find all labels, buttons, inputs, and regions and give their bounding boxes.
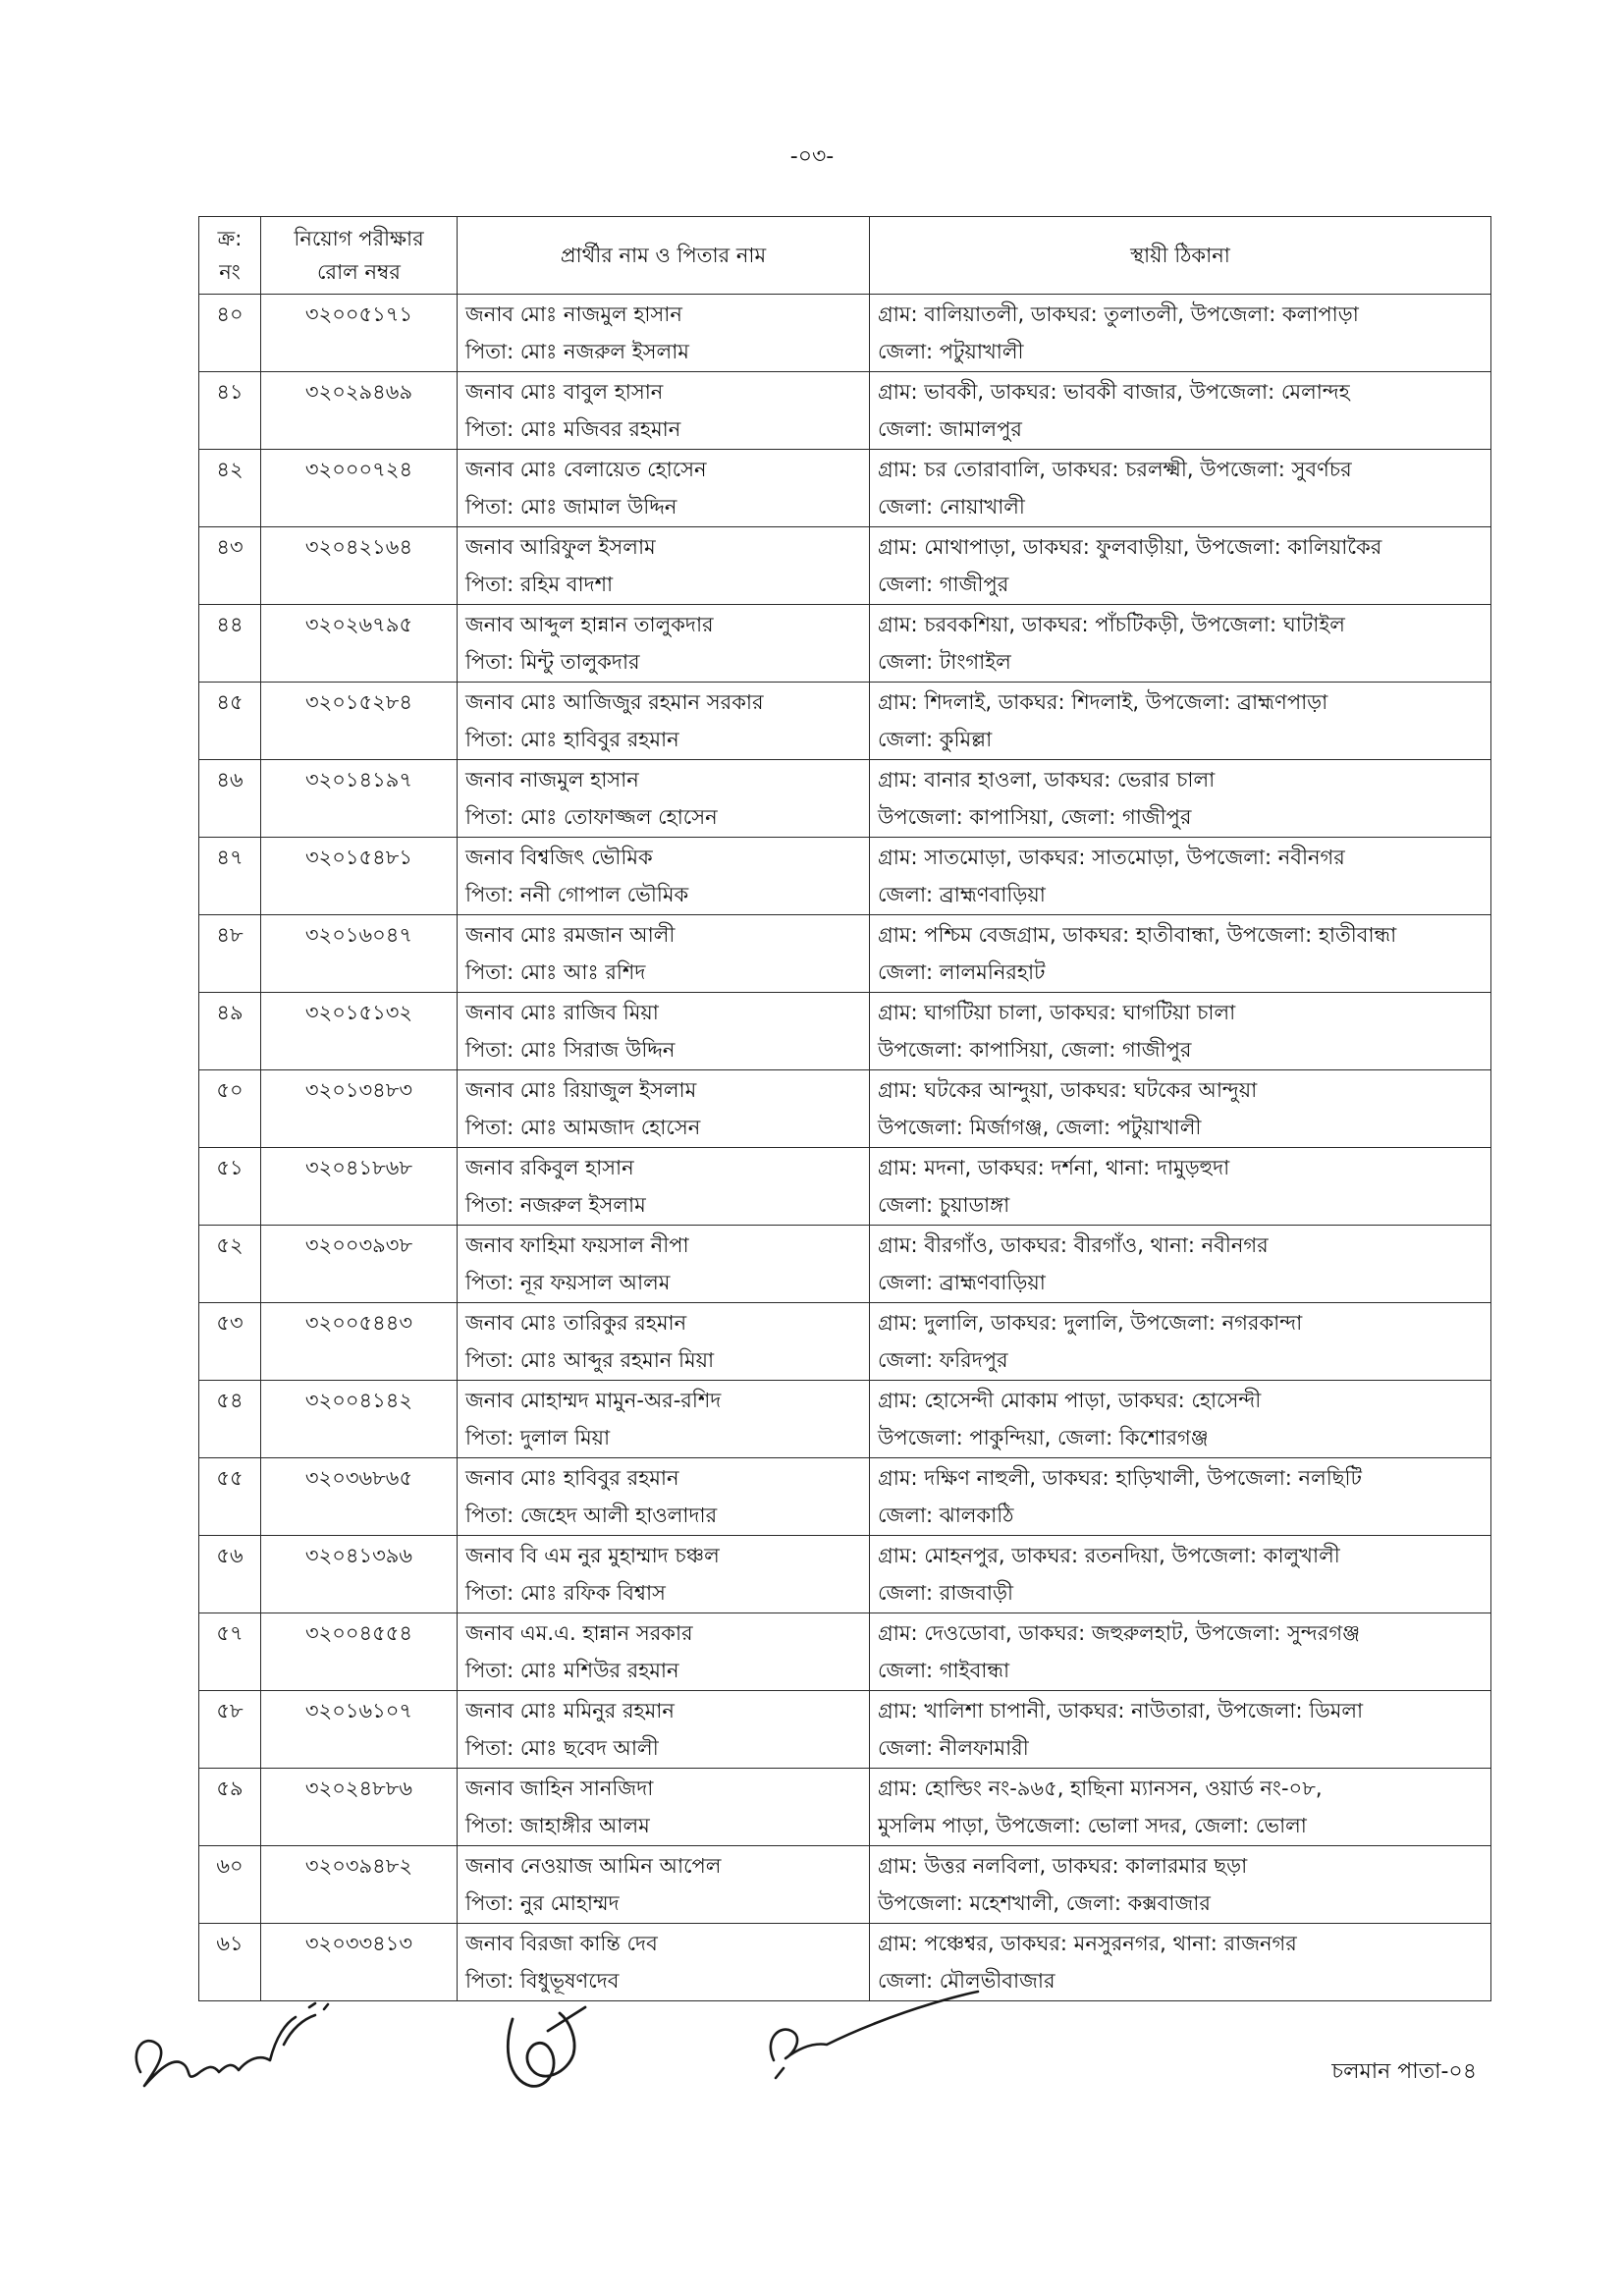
- roll-number-cell: ৩২০১৪১৯৭: [261, 760, 458, 838]
- candidate-name-cell: জনাব রকিবুল হাসান পিতা: নজরুল ইসলাম: [458, 1148, 870, 1226]
- address-cell: গ্রাম: পঞ্চেশ্বর, ডাকঘর: মনসুরনগর, থানা: রাজনগর জেলা: মৌলভীবাজার: [870, 1924, 1491, 2001]
- serial-cell: ৪৬: [199, 760, 261, 838]
- serial-cell: ৪০: [199, 295, 261, 372]
- address-cell: গ্রাম: মোহনপুর, ডাকঘর: রতনদিয়া, উপজেলা: কালুখালী জেলা: রাজবাড়ী: [870, 1536, 1491, 1613]
- serial-cell: ৫০: [199, 1070, 261, 1148]
- serial-cell: ৪৩: [199, 527, 261, 605]
- address-cell: গ্রাম: ঘাগটিয়া চালা, ডাকঘর: ঘাগটিয়া চালা উপজেলা: কাপাসিয়া, জেলা: গাজীপুর: [870, 993, 1491, 1070]
- roll-number-cell: ৩২০৩৬৮৬৫: [261, 1458, 458, 1536]
- table-row: [199, 1303, 1491, 1381]
- serial-cell: ৬০: [199, 1846, 261, 1924]
- address-cell: গ্রাম: বালিয়াতলী, ডাকঘর: তুলাতলী, উপজেলা: কলাপাড়া জেলা: পটুয়াখালী: [870, 295, 1491, 372]
- roll-number-cell: ৩২০১৫১৩২: [261, 993, 458, 1070]
- serial-cell: ৫৬: [199, 1536, 261, 1613]
- candidate-name-cell: জনাব মোঃ হাবিবুর রহমান পিতা: জেহেদ আলী হাওলাদার: [458, 1458, 870, 1536]
- candidate-name-cell: জনাব ফাহিমা ফয়সাল নীপা পিতা: নূর ফয়সাল আলম: [458, 1226, 870, 1303]
- roll-number-cell: ৩২০০০৭২৪: [261, 450, 458, 527]
- roll-number-cell: ৩২০৪১৮৬৮: [261, 1148, 458, 1226]
- header-address: স্থায়ী ঠিকানা: [870, 217, 1491, 295]
- candidate-name-cell: জনাব মোঃ বাবুল হাসান পিতা: মোঃ মজিবর রহমান: [458, 372, 870, 450]
- table-row: [199, 838, 1491, 915]
- table-row: [199, 1613, 1491, 1691]
- roll-number-cell: ৩২০১৫২৮৪: [261, 683, 458, 760]
- address-cell: গ্রাম: মোথাপাড়া, ডাকঘর: ফুলবাড়ীয়া, উপজেলা: কালিয়াকৈর জেলা: গাজীপুর: [870, 527, 1491, 605]
- address-cell: গ্রাম: ভাবকী, ডাকঘর: ভাবকী বাজার, উপজেলা: মেলান্দহ জেলা: জামালপুর: [870, 372, 1491, 450]
- roll-number-cell: ৩২০৪১৩৯৬: [261, 1536, 458, 1613]
- candidate-name-cell: জনাব মোঃ তারিকুর রহমান পিতা: মোঃ আব্দুর রহমান মিয়া: [458, 1303, 870, 1381]
- roll-number-cell: ৩২০২৪৮৮৬: [261, 1769, 458, 1846]
- table-row: [199, 527, 1491, 605]
- candidate-name-cell: জনাব মোঃ আজিজুর রহমান সরকার পিতা: মোঃ হাবিবুর রহমান: [458, 683, 870, 760]
- roll-number-cell: ৩২০১৫৪৮১: [261, 838, 458, 915]
- roll-number-cell: ৩২০০৫১৭১: [261, 295, 458, 372]
- candidate-name-cell: জনাব মোহাম্মদ মামুন-অর-রশিদ পিতা: দুলাল মিয়া: [458, 1381, 870, 1458]
- candidate-name-cell: জনাব মোঃ মমিনুর রহমান পিতা: মোঃ ছবেদ আলী: [458, 1691, 870, 1769]
- address-cell: গ্রাম: বীরগাঁও, ডাকঘর: বীরগাঁও, থানা: নবীনগর জেলা: ব্রাহ্মণবাড়িয়া: [870, 1226, 1491, 1303]
- serial-cell: ৪৮: [199, 915, 261, 993]
- signature-2: [491, 2001, 609, 2100]
- address-cell: গ্রাম: চরবকশিয়া, ডাকঘর: পাঁচটিকড়ী, উপজেলা: ঘাটাইল জেলা: টাংগাইল: [870, 605, 1491, 683]
- serial-cell: ৪৯: [199, 993, 261, 1070]
- serial-cell: ৫৩: [199, 1303, 261, 1381]
- candidate-name-cell: জনাব নেওয়াজ আমিন আপেল পিতা: নুর মোহাম্মদ: [458, 1846, 870, 1924]
- table-row: [199, 295, 1491, 372]
- roll-number-cell: ৩২০৪২১৬৪: [261, 527, 458, 605]
- serial-cell: ৬১: [199, 1924, 261, 2001]
- serial-cell: ৪৪: [199, 605, 261, 683]
- candidate-name-cell: জনাব মোঃ রাজিব মিয়া পিতা: মোঃ সিরাজ উদ্দিন: [458, 993, 870, 1070]
- address-cell: গ্রাম: সাতমোড়া, ডাকঘর: সাতমোড়া, উপজেলা: নবীনগর জেলা: ব্রাহ্মণবাড়িয়া: [870, 838, 1491, 915]
- address-cell: গ্রাম: মদনা, ডাকঘর: দর্শনা, থানা: দামুড়হুদা জেলা: চুয়াডাঙ্গা: [870, 1148, 1491, 1226]
- candidate-name-cell: জনাব জাহিন সানজিদা পিতা: জাহাঙ্গীর আলম: [458, 1769, 870, 1846]
- serial-cell: ৫৪: [199, 1381, 261, 1458]
- candidate-table: [198, 216, 1491, 2001]
- address-cell: গ্রাম: দক্ষিণ নাহুলী, ডাকঘর: হাড়িখালী, উপজেলা: নলছিটি জেলা: ঝালকাঠি: [870, 1458, 1491, 1536]
- table-row: [199, 1148, 1491, 1226]
- candidate-name-cell: জনাব মোঃ বেলায়েত হোসেন পিতা: মোঃ জামাল উদ্দিন: [458, 450, 870, 527]
- candidate-name-cell: জনাব বিরজা কান্তি দেব পিতা: বিধুভূষণদেব: [458, 1924, 870, 2001]
- address-cell: গ্রাম: বানার হাওলা, ডাকঘর: ভেরার চালা উপজেলা: কাপাসিয়া, জেলা: গাজীপুর: [870, 760, 1491, 838]
- candidate-name-cell: জনাব এম.এ. হান্নান সরকার পিতা: মোঃ মশিউর রহমান: [458, 1613, 870, 1691]
- roll-number-cell: ৩২০৩৩৪১৩: [261, 1924, 458, 2001]
- candidate-name-cell: জনাব বি এম নুর মুহাম্মাদ চঞ্চল পিতা: মোঃ রফিক বিশ্বাস: [458, 1536, 870, 1613]
- candidate-name-cell: জনাব আরিফুল ইসলাম পিতা: রহিম বাদশা: [458, 527, 870, 605]
- serial-cell: ৪৭: [199, 838, 261, 915]
- table-row: [199, 605, 1491, 683]
- address-cell: গ্রাম: হোল্ডিং নং-৯৬৫, হাছিনা ম্যানসন, ওয়ার্ড নং-০৮, মুসলিম পাড়া, উপজেলা: ভোলা সদর, জেলা: ভোলা: [870, 1769, 1491, 1846]
- signature-3: [746, 1974, 982, 2082]
- serial-cell: ৪১: [199, 372, 261, 450]
- serial-cell: ৫৫: [199, 1458, 261, 1536]
- candidate-name-cell: জনাব বিশ্বজিৎ ভৌমিক পিতা: ননী গোপাল ভৌমিক: [458, 838, 870, 915]
- table-row: [199, 993, 1491, 1070]
- candidate-name-cell: জনাব নাজমুল হাসান পিতা: মোঃ তোফাজ্জল হোসেন: [458, 760, 870, 838]
- address-cell: গ্রাম: দুলালি, ডাকঘর: দুলালি, উপজেলা: নগরকান্দা জেলা: ফরিদপুর: [870, 1303, 1491, 1381]
- roll-number-cell: ৩২০১৬০৪৭: [261, 915, 458, 993]
- table-row: [199, 1226, 1491, 1303]
- serial-cell: ৫১: [199, 1148, 261, 1226]
- table-row: [199, 760, 1491, 838]
- roll-number-cell: ৩২০০৩৯৩৮: [261, 1226, 458, 1303]
- table-row: [199, 1536, 1491, 1613]
- address-cell: গ্রাম: হোসেন্দী মোকাম পাড়া, ডাকঘর: হোসেন্দী উপজেলা: পাকুন্দিয়া, জেলা: কিশোরগঞ্জ: [870, 1381, 1491, 1458]
- table-row: [199, 1691, 1491, 1769]
- table-header-row: [199, 217, 1491, 295]
- address-cell: গ্রাম: ঘটকের আন্দুয়া, ডাকঘর: ঘটকের আন্দুয়া উপজেলা: মির্জাগঞ্জ, জেলা: পটুয়াখালী: [870, 1070, 1491, 1148]
- serial-cell: ৫৯: [199, 1769, 261, 1846]
- table-body: [199, 295, 1491, 2001]
- signature-1: [123, 1995, 349, 2104]
- table-row: [199, 1769, 1491, 1846]
- header-name: প্রার্থীর নাম ও পিতার নাম: [458, 217, 870, 295]
- continued-page-note: চলমান পাতা-০৪: [1331, 2059, 1477, 2084]
- address-cell: গ্রাম: শিদলাই, ডাকঘর: শিদলাই, উপজেলা: ব্রাহ্মণপাড়া জেলা: কুমিল্লা: [870, 683, 1491, 760]
- serial-cell: ৫২: [199, 1226, 261, 1303]
- table-row: [199, 1070, 1491, 1148]
- candidate-name-cell: জনাব মোঃ রিয়াজুল ইসলাম পিতা: মোঃ আমজাদ হোসেন: [458, 1070, 870, 1148]
- candidate-name-cell: জনাব মোঃ নাজমুল হাসান পিতা: মোঃ নজরুল ইসলাম: [458, 295, 870, 372]
- table-row: [199, 915, 1491, 993]
- address-cell: গ্রাম: চর তোরাবালি, ডাকঘর: চরলক্ষ্মী, উপজেলা: সুবর্ণচর জেলা: নোয়াখালী: [870, 450, 1491, 527]
- table-row: [199, 450, 1491, 527]
- roll-number-cell: ৩২০৩৯৪৮২: [261, 1846, 458, 1924]
- table-row: [199, 1846, 1491, 1924]
- roll-number-cell: ৩২০২৯৪৬৯: [261, 372, 458, 450]
- serial-cell: ৪২: [199, 450, 261, 527]
- serial-cell: ৫৭: [199, 1613, 261, 1691]
- page-number: -০৩-: [789, 144, 835, 169]
- roll-number-cell: ৩২০১৬১০৭: [261, 1691, 458, 1769]
- roll-number-cell: ৩২০২৬৭৯৫: [261, 605, 458, 683]
- serial-cell: ৫৮: [199, 1691, 261, 1769]
- address-cell: গ্রাম: দেওডোবা, ডাকঘর: জহুরুলহাট, উপজেলা: সুন্দরগঞ্জ জেলা: গাইবান্ধা: [870, 1613, 1491, 1691]
- roll-number-cell: ৩২০০৪১৪২: [261, 1381, 458, 1458]
- table-row: [199, 1458, 1491, 1536]
- header-serial: ক্র: নং: [199, 217, 261, 295]
- roll-number-cell: ৩২০০৫৪৪৩: [261, 1303, 458, 1381]
- candidate-name-cell: জনাব আব্দুল হান্নান তালুকদার পিতা: মিন্টু তালুকদার: [458, 605, 870, 683]
- candidate-name-cell: জনাব মোঃ রমজান আলী পিতা: মোঃ আঃ রশিদ: [458, 915, 870, 993]
- address-cell: গ্রাম: খালিশা চাপানী, ডাকঘর: নাউতারা, উপজেলা: ডিমলা জেলা: নীলফামারী: [870, 1691, 1491, 1769]
- table-row: [199, 1381, 1491, 1458]
- header-roll: নিয়োগ পরীক্ষার রোল নম্বর: [261, 217, 458, 295]
- table-row: [199, 372, 1491, 450]
- roll-number-cell: ৩২০০৪৫৫৪: [261, 1613, 458, 1691]
- address-cell: গ্রাম: পশ্চিম বেজগ্রাম, ডাকঘর: হাতীবান্ধা, উপজেলা: হাতীবান্ধা জেলা: লালমনিরহাট: [870, 915, 1491, 993]
- serial-cell: ৪৫: [199, 683, 261, 760]
- address-cell: গ্রাম: উত্তর নলবিলা, ডাকঘর: কালারমার ছড়া উপজেলা: মহেশখালী, জেলা: কক্সবাজার: [870, 1846, 1491, 1924]
- roll-number-cell: ৩২০১৩৪৮৩: [261, 1070, 458, 1148]
- table-row: [199, 683, 1491, 760]
